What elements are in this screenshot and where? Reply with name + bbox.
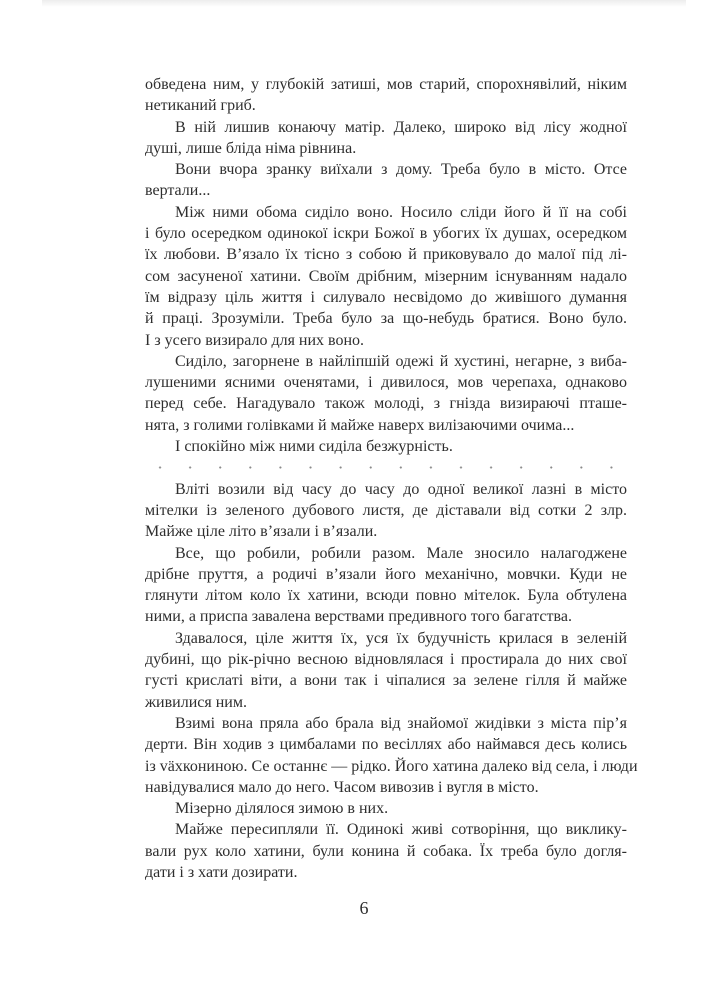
text-line: Вліті возили від часу до часу до одної великої лазні в місто [175, 480, 627, 498]
text-line: душі, лише бліда німа рівнина. [145, 139, 357, 157]
text-line: перед себе. Нагадувало також молоді, з гнізда визираючі пташе- [145, 395, 627, 413]
text-line: обведена ним, у глубокій затиші, мов старий, спорохнявілий, ніким [145, 76, 627, 93]
text-line: Вони вчора зранку виїхали з дому. Треба було в місто. Отсе [175, 161, 627, 179]
text-line: ними, а приспа завалена верствами предивного того багатства. [145, 608, 572, 626]
text-line: й праці. Зрозуміли. Треба було за що-небудь братися. Воно було. [145, 310, 627, 328]
text-line: навідувалися мало до него. Часом вивозив і вугля в місто. [145, 778, 539, 796]
text-line: їх любови. В’язало їх тісно з собою й приковувало до малої під лі- [145, 246, 627, 264]
text-line: дрібне пруття, а родичі в’язали його механічно, мовчки. Куди не [145, 565, 627, 583]
text-line: вертали... [145, 182, 211, 200]
text-line: глянути літом коло їх хатини, всюди повно мітелок. Була обтулена [145, 587, 627, 605]
text-line: сом засуненої хатини. Своїм дрібним, мізерним існуванням надало [145, 267, 627, 285]
text-line: Здавалося, ціле життя їх, уся їх будучність крилася в зеленій [175, 629, 627, 647]
section-separator [145, 457, 627, 478]
text-line: Все, що робили, робили разом. Мале зносило налагоджене [175, 544, 627, 562]
text-line: В ній лишив конаючу матір. Далеко, широко від лісу жодної [175, 118, 627, 136]
text-line: дерти. Він ходив з цимбалами по весіллях або наймався десь колись [145, 736, 627, 754]
text-line: Сиділо, загорнене в найліпшій одежі й хустині, негарне, з виба- [175, 352, 627, 370]
page-number: 6 [359, 898, 369, 918]
page-text [145, 74, 638, 883]
text-line: лушеними ясними оченятами, і дивилося, мов черепаха, однаково [145, 374, 627, 392]
text-line: дубині, що рік-річно весною відновлялася і простирала до них свої [145, 651, 627, 669]
text-line: Майже пересипляли її. Одинокі живі сотворіння, що виклику- [175, 821, 627, 839]
text-line: густі крислаті віти, а вони так і чіпалися за зелене гілля й майже [145, 672, 627, 690]
text-line: І спокійно між ними сиділа безжурність. [175, 438, 453, 456]
text-line: І з усего визирало для них воно. [145, 331, 365, 349]
text-line: живилися ним. [145, 693, 247, 711]
text-line: їм відразу ціль життя і силувало несвідомо до живішого думання [145, 288, 627, 306]
text-line: мітелки із зеленого дубового листя, де діставали від сотки 2 злр. [145, 501, 627, 519]
text-line: вали рух коло хатини, були конина й собака. Їх треба було догля- [145, 842, 627, 860]
text-line: Між ними обома сиділо воно. Носило сліди його й її на собі [175, 203, 627, 221]
text-line: і було осередком одинокої іскри Божої в убогих їх душах, осередком [145, 225, 627, 243]
text-line: Майже ціле літо в’язали і в’язали. [145, 523, 378, 541]
text-line: Взимі вона пряла або брала від знайомої жидівки з міста пір’я [175, 714, 627, 732]
text-line: дати і з хати дозирати. [145, 863, 298, 881]
top-shadow [42, 0, 686, 7]
text-line: із växкониною. Се останнє — рідко. Його хатина далеко від села, і люди [145, 757, 638, 775]
text-line: нетиканий гриб. [145, 97, 256, 115]
text-line: Мізерно ділялося зимою в них. [175, 800, 389, 818]
text-line: нята, з голими голівками й майже наверх вилізаючими очима... [145, 416, 575, 434]
